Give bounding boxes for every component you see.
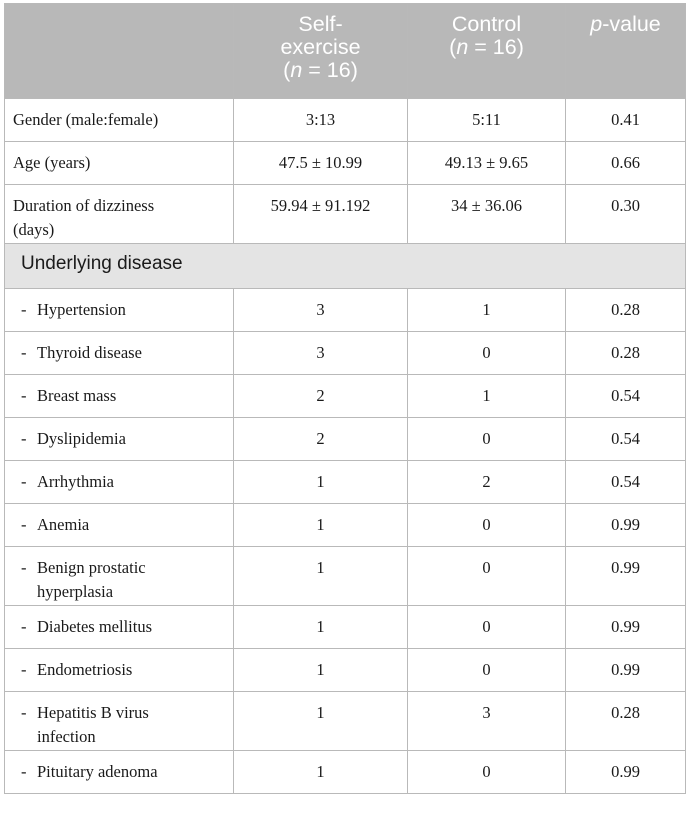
self-value: 3:13 — [234, 99, 408, 142]
row-label-text: Thyroid disease — [37, 343, 142, 362]
self-value: 1 — [234, 692, 408, 751]
table-row — [5, 99, 686, 142]
header-p-value — [566, 4, 686, 99]
self-value: 2 — [234, 375, 408, 418]
p-value: 0.99 — [566, 547, 686, 606]
dash: - — [21, 386, 27, 405]
row-label — [5, 461, 234, 504]
header-label-cell — [5, 4, 234, 99]
p-value: 0.99 — [566, 504, 686, 547]
dash: - — [21, 558, 27, 577]
dash: - — [21, 703, 27, 722]
table-row — [5, 692, 686, 751]
self-value: 59.94 ± 91.192 — [234, 185, 408, 244]
row-label — [5, 547, 234, 606]
row-label-line2: (days) — [13, 220, 55, 239]
self-value: 2 — [234, 418, 408, 461]
row-label: Gender (male:female) — [5, 99, 234, 142]
p-value: 0.30 — [566, 185, 686, 244]
row-label — [5, 692, 234, 751]
control-value: 0 — [408, 418, 566, 461]
control-value: 5:11 — [408, 99, 566, 142]
row-label-line1 — [21, 701, 225, 725]
control-value: 0 — [408, 751, 566, 794]
dash: - — [21, 343, 27, 362]
dash: - — [21, 660, 27, 679]
row-label — [5, 332, 234, 375]
control-value: 1 — [408, 289, 566, 332]
control-value: 0 — [408, 606, 566, 649]
row-label-text: Dyslipidemia — [37, 429, 126, 448]
header-row — [5, 4, 686, 99]
p-value: 0.99 — [566, 649, 686, 692]
control-value: 0 — [408, 504, 566, 547]
row-label-line2 — [21, 580, 225, 604]
control-n: (n = 16) — [449, 35, 524, 59]
row-label-text: hyperplasia — [37, 582, 114, 601]
table-row — [5, 332, 686, 375]
row-label-line2 — [21, 725, 225, 749]
dash: - — [21, 300, 27, 319]
control-title: Control — [451, 12, 522, 36]
dash: - — [21, 617, 27, 636]
self-value: 1 — [234, 751, 408, 794]
row-label-text: Pituitary adenoma — [37, 762, 158, 781]
row-label — [5, 751, 234, 794]
p-value: 0.54 — [566, 418, 686, 461]
self-exercise-title — [240, 13, 401, 59]
row-label — [5, 375, 234, 418]
row-label — [5, 418, 234, 461]
control-value: 3 — [408, 692, 566, 751]
table-row — [5, 547, 686, 606]
row-label-line1: Duration of dizziness — [13, 196, 155, 215]
control-value: 34 ± 36.06 — [408, 185, 566, 244]
dash: - — [21, 472, 27, 491]
row-label-line1 — [21, 556, 225, 580]
row-label — [5, 649, 234, 692]
row-label-text: Anemia — [37, 515, 90, 534]
self-value: 1 — [234, 606, 408, 649]
row-label-text: infection — [37, 727, 96, 746]
row-label-text: Benign prostatic — [37, 558, 146, 577]
control-value: 1 — [408, 375, 566, 418]
control-value: 0 — [408, 649, 566, 692]
header-self-exercise — [234, 4, 408, 99]
control-value: 0 — [408, 332, 566, 375]
self-exercise-n: (n = 16) — [283, 58, 358, 82]
row-label-text: Arrhythmia — [37, 472, 114, 491]
self-value: 1 — [234, 504, 408, 547]
dash: - — [21, 515, 27, 534]
table-row — [5, 185, 686, 244]
section-row — [5, 244, 686, 289]
p-value: 0.41 — [566, 99, 686, 142]
table-row — [5, 751, 686, 794]
p-italic: p — [590, 12, 603, 36]
table-row — [5, 606, 686, 649]
row-label — [5, 289, 234, 332]
table-container — [4, 3, 685, 794]
p-value: 0.28 — [566, 289, 686, 332]
row-label-text: Endometriosis — [37, 660, 133, 679]
row-label — [5, 606, 234, 649]
dash: - — [21, 762, 27, 781]
control-value: 2 — [408, 461, 566, 504]
self-exercise-text: Self-exercise — [280, 12, 361, 59]
table-row — [5, 142, 686, 185]
self-value: 3 — [234, 289, 408, 332]
table-row — [5, 461, 686, 504]
p-value: 0.99 — [566, 751, 686, 794]
self-value: 47.5 ± 10.99 — [234, 142, 408, 185]
p-value: 0.99 — [566, 606, 686, 649]
p-value: 0.54 — [566, 375, 686, 418]
row-label-text: Hypertension — [37, 300, 126, 319]
row-label — [5, 185, 234, 244]
table-row — [5, 289, 686, 332]
table-row — [5, 504, 686, 547]
p-value: 0.66 — [566, 142, 686, 185]
p-value: 0.28 — [566, 692, 686, 751]
row-label — [5, 504, 234, 547]
table-row — [5, 649, 686, 692]
self-value: 1 — [234, 649, 408, 692]
p-value: 0.28 — [566, 332, 686, 375]
row-label-text: Hepatitis B virus — [37, 703, 149, 722]
table-row — [5, 418, 686, 461]
self-value: 1 — [234, 461, 408, 504]
self-value: 3 — [234, 332, 408, 375]
p-rest: -value — [602, 12, 661, 36]
row-label: Age (years) — [5, 142, 234, 185]
section-heading: Underlying disease — [5, 244, 686, 289]
self-value: 1 — [234, 547, 408, 606]
dash: - — [21, 429, 27, 448]
p-value: 0.54 — [566, 461, 686, 504]
demographics-table — [4, 3, 686, 794]
row-label-text: Breast mass — [37, 386, 117, 405]
control-value: 49.13 ± 9.65 — [408, 142, 566, 185]
row-label-text: Diabetes mellitus — [37, 617, 153, 636]
table-row — [5, 375, 686, 418]
control-value: 0 — [408, 547, 566, 606]
header-control — [408, 4, 566, 99]
